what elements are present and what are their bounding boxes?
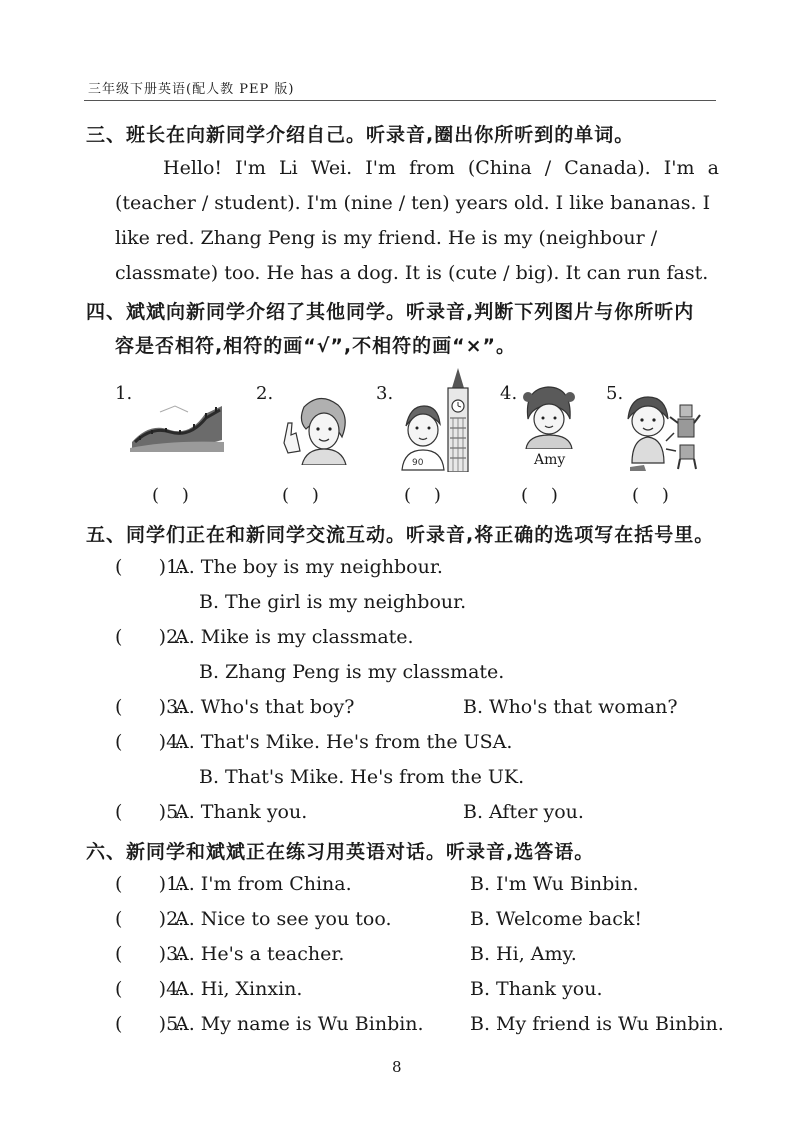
svg-text:90: 90 bbox=[412, 458, 424, 468]
s5-q4-option-a: A. That's Mike. He's from the USA. bbox=[175, 731, 513, 753]
s6-q2-option-a: A. Nice to see you too. bbox=[175, 908, 392, 930]
boy-robot-icon bbox=[622, 393, 702, 471]
s5-q4-option-b: B. That's Mike. He's from the UK. bbox=[199, 766, 525, 788]
s6-q3-option-b: B. Hi, Amy. bbox=[470, 943, 577, 965]
s5-question-5 bbox=[115, 801, 715, 827]
picture-number-4: 4. bbox=[500, 383, 518, 404]
s5-q3-option-b: B. Who's that woman? bbox=[463, 696, 678, 718]
page-number: 8 bbox=[392, 1058, 402, 1076]
s6-q3-option-a: A. He's a teacher. bbox=[175, 943, 345, 965]
s6-q5-option-b: B. My friend is Wu Binbin. bbox=[470, 1013, 724, 1035]
s5-q5-option-a: A. Thank you. bbox=[175, 801, 308, 823]
s6-q2-option-b: B. Welcome back! bbox=[470, 908, 643, 930]
picture-number-3: 3. bbox=[376, 383, 394, 404]
s6-question-1 bbox=[115, 873, 715, 899]
s5-q1-option-b: B. The girl is my neighbour. bbox=[199, 591, 467, 613]
section4-title-line2: 容是否相符,相符的画“√”,不相符的画“×”。 bbox=[115, 335, 516, 357]
s5-question-3 bbox=[115, 696, 715, 722]
s5-q1-option-a: A. The boy is my neighbour. bbox=[175, 556, 443, 578]
s6-q1-option-b: B. I'm Wu Binbin. bbox=[470, 873, 639, 895]
section3-title: 三、班长在向新同学介绍自己。听录音,圈出你所听到的单词。 bbox=[86, 124, 635, 146]
s6-q4-option-b: B. Thank you. bbox=[470, 978, 603, 1000]
s5-question-2 bbox=[115, 626, 715, 652]
passage-line-4: classmate) too. He has a dog. It is (cute / big). It can run fast. bbox=[115, 262, 709, 284]
picture-number-5: 5. bbox=[606, 383, 624, 404]
amy-label: Amy bbox=[534, 452, 566, 468]
s5-q5-answer-paren[interactable]: ( )5. bbox=[115, 801, 185, 823]
woman-waving-icon bbox=[276, 393, 356, 465]
answer-paren-5[interactable]: ( ) bbox=[632, 485, 669, 506]
s5-q3-option-a: A. Who's that boy? bbox=[175, 696, 355, 718]
section5-title: 五、同学们正在和新同学交流互动。听录音,将正确的选项写在括号里。 bbox=[86, 524, 715, 546]
passage-line-2: (teacher / student). I'm (nine / ten) years old. I like bananas. I bbox=[115, 192, 711, 214]
s6-question-3 bbox=[115, 943, 715, 969]
s5-q2-option-b: B. Zhang Peng is my classmate. bbox=[199, 661, 505, 683]
s5-question-4-b bbox=[115, 766, 715, 792]
passage-line-3: like red. Zhang Peng is my friend. He is my (neighbour / bbox=[115, 227, 658, 249]
picture-number-2: 2. bbox=[256, 383, 274, 404]
s6-q3-answer-paren[interactable]: ( )3. bbox=[115, 943, 185, 965]
s6-q5-answer-paren[interactable]: ( )5. bbox=[115, 1013, 185, 1035]
passage-line-1: Hello! I'm Li Wei. I'm from (China / Canada). I'm a bbox=[163, 157, 719, 179]
s6-question-2 bbox=[115, 908, 715, 934]
s5-q2-answer-paren[interactable]: ( )2. bbox=[115, 626, 185, 648]
section6-title: 六、新同学和斌斌正在练习用英语对话。听录音,选答语。 bbox=[86, 841, 595, 863]
s5-q2-option-a: A. Mike is my classmate. bbox=[175, 626, 414, 648]
s6-question-5 bbox=[115, 1013, 724, 1039]
header-divider bbox=[84, 100, 716, 101]
s5-question-4 bbox=[115, 731, 715, 757]
s6-q4-answer-paren[interactable]: ( )4. bbox=[115, 978, 185, 1000]
s5-question-1 bbox=[115, 556, 715, 582]
page-header: 三年级下册英语(配人教 PEP 版) bbox=[88, 82, 295, 97]
answer-paren-2[interactable]: ( ) bbox=[282, 485, 319, 506]
answer-paren-4[interactable]: ( ) bbox=[521, 485, 558, 506]
boy-big-ben-icon bbox=[396, 366, 476, 472]
s6-q5-option-a: A. My name is Wu Binbin. bbox=[175, 1013, 424, 1035]
s5-q3-answer-paren[interactable]: ( )3. bbox=[115, 696, 185, 718]
s5-question-1-b bbox=[115, 591, 715, 617]
s5-q4-answer-paren[interactable]: ( )4. bbox=[115, 731, 185, 753]
answer-paren-3[interactable]: ( ) bbox=[404, 485, 441, 506]
section4-title-line1: 四、斌斌向新同学介绍了其他同学。听录音,判断下列图片与你所听内 bbox=[86, 301, 695, 323]
s6-q1-option-a: A. I'm from China. bbox=[175, 873, 352, 895]
girl-amy-icon bbox=[518, 383, 580, 449]
s6-q2-answer-paren[interactable]: ( )2. bbox=[115, 908, 185, 930]
s6-question-4 bbox=[115, 978, 715, 1004]
s5-question-2-b bbox=[115, 661, 715, 687]
s6-q1-answer-paren[interactable]: ( )1. bbox=[115, 873, 185, 895]
s6-q4-option-a: A. Hi, Xinxin. bbox=[175, 978, 303, 1000]
great-wall-icon bbox=[130, 392, 225, 452]
s5-q5-option-b: B. After you. bbox=[463, 801, 584, 823]
answer-paren-1[interactable]: ( ) bbox=[152, 485, 189, 506]
picture-number-1: 1. bbox=[115, 383, 133, 404]
s5-q1-answer-paren[interactable]: ( )1. bbox=[115, 556, 185, 578]
